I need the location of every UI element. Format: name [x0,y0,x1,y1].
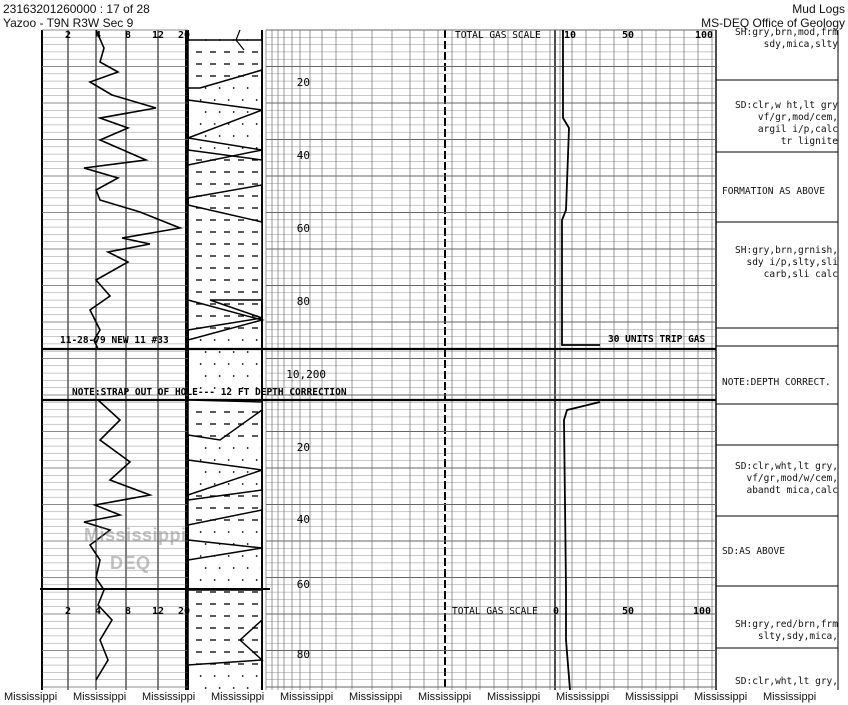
sand-dot [200,531,202,533]
bit-run-note: 11-28-79 NEW 11 #33 [60,335,169,346]
sand-dot [205,87,207,89]
total-gas-curve [564,402,600,690]
sand-dot [219,39,221,41]
sand-dot [214,99,216,101]
sand-dot [242,555,244,557]
sand-dot [256,459,258,461]
sand-dot [261,447,263,449]
lith-description: SD:AS ABOVE [722,546,785,557]
sand-dot [256,363,258,365]
sand-dot [256,339,258,341]
sand-dot [261,543,263,545]
sand-dot [200,483,202,485]
sand-dot [219,567,221,569]
sand-dot [256,99,258,101]
sand-dot [242,99,244,101]
gas-tick-label: 10 [563,30,577,41]
watermark-text-deq: DEQ [110,553,151,573]
sand-dot [200,339,202,341]
sand-dot [256,555,258,557]
sand-dot [228,555,230,557]
gas-tick-label: 50 [621,30,635,41]
lith-description: SH:gry,red/brn,frm slty,sdy,mica, [735,619,838,642]
sand-dot [205,375,207,377]
footer-label: Mississippi [487,691,541,703]
sand-dot [200,123,202,125]
log-curves [84,30,600,690]
footer-label: Mississippi [418,691,472,703]
gas-tick-label: 100 [694,30,714,41]
sand-dot [205,399,207,401]
sand-dot [214,459,216,461]
sand-dot [214,579,216,581]
header-left [3,2,150,30]
drill-rate-tick-label: 12 [151,30,165,41]
sand-dot [200,99,202,101]
sand-dot [228,147,230,149]
sand-dot [247,39,249,41]
agency-name: MS-DEQ Office of Geology [701,16,845,30]
sand-dot [233,375,235,377]
sand-dot [228,363,230,365]
drill-rate-tick-label: 20 [177,30,191,41]
sand-dot [247,111,249,113]
sand-dot [205,447,207,449]
sand-dot [261,567,263,569]
footer-label: Mississippi [349,691,403,703]
lith-description: SD:clr,wht,lt gry, vf/gr,mod/w/cem, abandt mica,calc [735,461,838,496]
sand-dot [247,471,249,473]
depth-label: 40 [296,513,310,526]
sand-dot [233,39,235,41]
sand-dot [200,147,202,149]
gas-tick-label: 100 [692,606,712,617]
sand-dot [205,471,207,473]
sand-dot [233,567,235,569]
sand-dot [261,375,263,377]
sand-dot [205,111,207,113]
lith-description: SD:clr,wht,lt gry, [735,676,838,687]
sand-dot [228,99,230,101]
well-location: Yazoo - T9N R3W Sec 9 [3,16,134,30]
depth-label: 20 [296,76,310,89]
footer-label: Mississippi [4,691,58,703]
drill-rate-tick-label: 4 [94,30,102,41]
sand-dot [261,687,263,689]
lith-description: SD:clr,w ht,lt gry vf/gr,mod/cem, argil i/p,calc tr lignite [735,100,838,147]
sand-dot [256,531,258,533]
sand-dot [261,399,263,401]
drill-rate-tick-label: 20 [177,606,191,617]
sand-dot [219,111,221,113]
sand-dot [228,531,230,533]
drill-rate-tick-label: 8 [124,30,132,41]
gas-tick-label: 0 [552,606,560,617]
depth-label: 60 [296,222,310,235]
sand-dot [247,351,249,353]
sand-dot [242,363,244,365]
depth-marker-label: 10,200 [286,368,326,381]
sand-dot [261,87,263,89]
sand-dot [205,39,207,41]
lith-description: NOTE:DEPTH CORRECT. [722,377,831,388]
gas-scale-label: TOTAL GAS SCALE [455,30,541,41]
sand-dot [200,579,202,581]
log-grid [40,30,838,690]
sand-dot [214,675,216,677]
sand-dot [219,399,221,401]
depth-label: 80 [296,295,310,308]
sand-dot [233,135,235,137]
sand-dot [242,531,244,533]
depth-label: 20 [296,441,310,454]
sand-dot [233,87,235,89]
sand-dot [242,579,244,581]
sand-dot [228,459,230,461]
sand-dot [233,351,235,353]
sand-dot [200,555,202,557]
gas-scale-label: TOTAL GAS SCALE [452,606,538,617]
sand-dot [247,135,249,137]
sand-dot [205,135,207,137]
footer-label: Mississippi [694,691,748,703]
drill-rate-tick-label: 12 [151,606,165,617]
sand-dot [219,447,221,449]
header-right [701,2,845,30]
sand-dot [228,675,230,677]
sand-dot [205,687,207,689]
sand-dot [219,687,221,689]
sand-dot [242,483,244,485]
footer-label: Mississippi [73,691,127,703]
sand-dot [200,675,202,677]
sand-dot [233,111,235,113]
sand-dot [256,483,258,485]
sand-dot [214,363,216,365]
depth-label: 40 [296,149,310,162]
sand-dot [219,87,221,89]
lithology-column [188,39,263,689]
watermark-text: Mississippi [84,525,187,545]
sand-dot [261,135,263,137]
sand-dot [233,399,235,401]
sand-dot [242,675,244,677]
lith-description: FORMATION AS ABOVE [722,186,825,197]
depth-correction-note: NOTE:STRAP OUT OF HOLE--- 12 FT DEPTH CORRECTION [72,387,347,398]
footer-watermark-strip [0,690,848,705]
sand-dot [205,543,207,545]
sand-dot [247,567,249,569]
sand-dot [214,339,216,341]
trip-gas-note: 30 UNITS TRIP GAS [608,334,706,345]
sand-dot [233,471,235,473]
sand-dot [205,351,207,353]
log-type: Mud Logs [792,2,845,16]
sand-dot [247,375,249,377]
footer-label: Mississippi [625,691,679,703]
footer-label: Mississippi [142,691,196,703]
sand-dot [214,531,216,533]
sand-dot [247,87,249,89]
sand-dot [200,363,202,365]
total-gas-curve [562,30,600,345]
sand-dot [233,447,235,449]
shale-interval [188,400,262,440]
sand-dot [242,339,244,341]
sand-dot [261,111,263,113]
footer-label: Mississippi [211,691,265,703]
footer-label: Mississippi [280,691,334,703]
footer-label: Mississippi [556,691,610,703]
drill-rate-tick-label: 2 [64,606,72,617]
depth-label: 80 [296,648,310,661]
sand-dot [233,687,235,689]
sand-dot [256,123,258,125]
sand-dot [214,147,216,149]
sand-dot [247,447,249,449]
sand-dot [256,675,258,677]
sand-dot [219,351,221,353]
gas-tick-label: 50 [621,606,635,617]
sand-dot [261,39,263,41]
sand-dot [228,483,230,485]
lith-boundary [188,540,262,560]
drill-rate-tick-label: 4 [94,606,102,617]
sand-dot [242,123,244,125]
sand-dot [219,375,221,377]
drill-rate-curve [84,30,180,349]
footer-label: Mississippi [763,691,817,703]
sand-dot [205,567,207,569]
sand-dot [214,123,216,125]
lith-description: SH:gry,brn,grnish, sdy i/p,slty,sli carb,sli calc [735,245,838,280]
sand-dot [200,459,202,461]
sand-dot [242,459,244,461]
document-id: 23163201260000 : 17 of 28 [3,2,150,16]
sand-dot [261,471,263,473]
sand-dot [228,579,230,581]
sand-dot [219,471,221,473]
sand-dot [247,687,249,689]
drill-rate-tick-label: 2 [64,30,72,41]
lith-description: SH:gry,brn,mod,frm sdy,mica,slty [735,27,838,50]
lith-boundary [188,460,262,495]
sand-dot [228,339,230,341]
sand-dot [219,135,221,137]
sand-dot [214,483,216,485]
sand-dot [256,579,258,581]
sand-dot [261,351,263,353]
drill-rate-tick-label: 8 [124,606,132,617]
sand-dot [247,543,249,545]
depth-label: 60 [296,578,310,591]
sand-dot [247,399,249,401]
